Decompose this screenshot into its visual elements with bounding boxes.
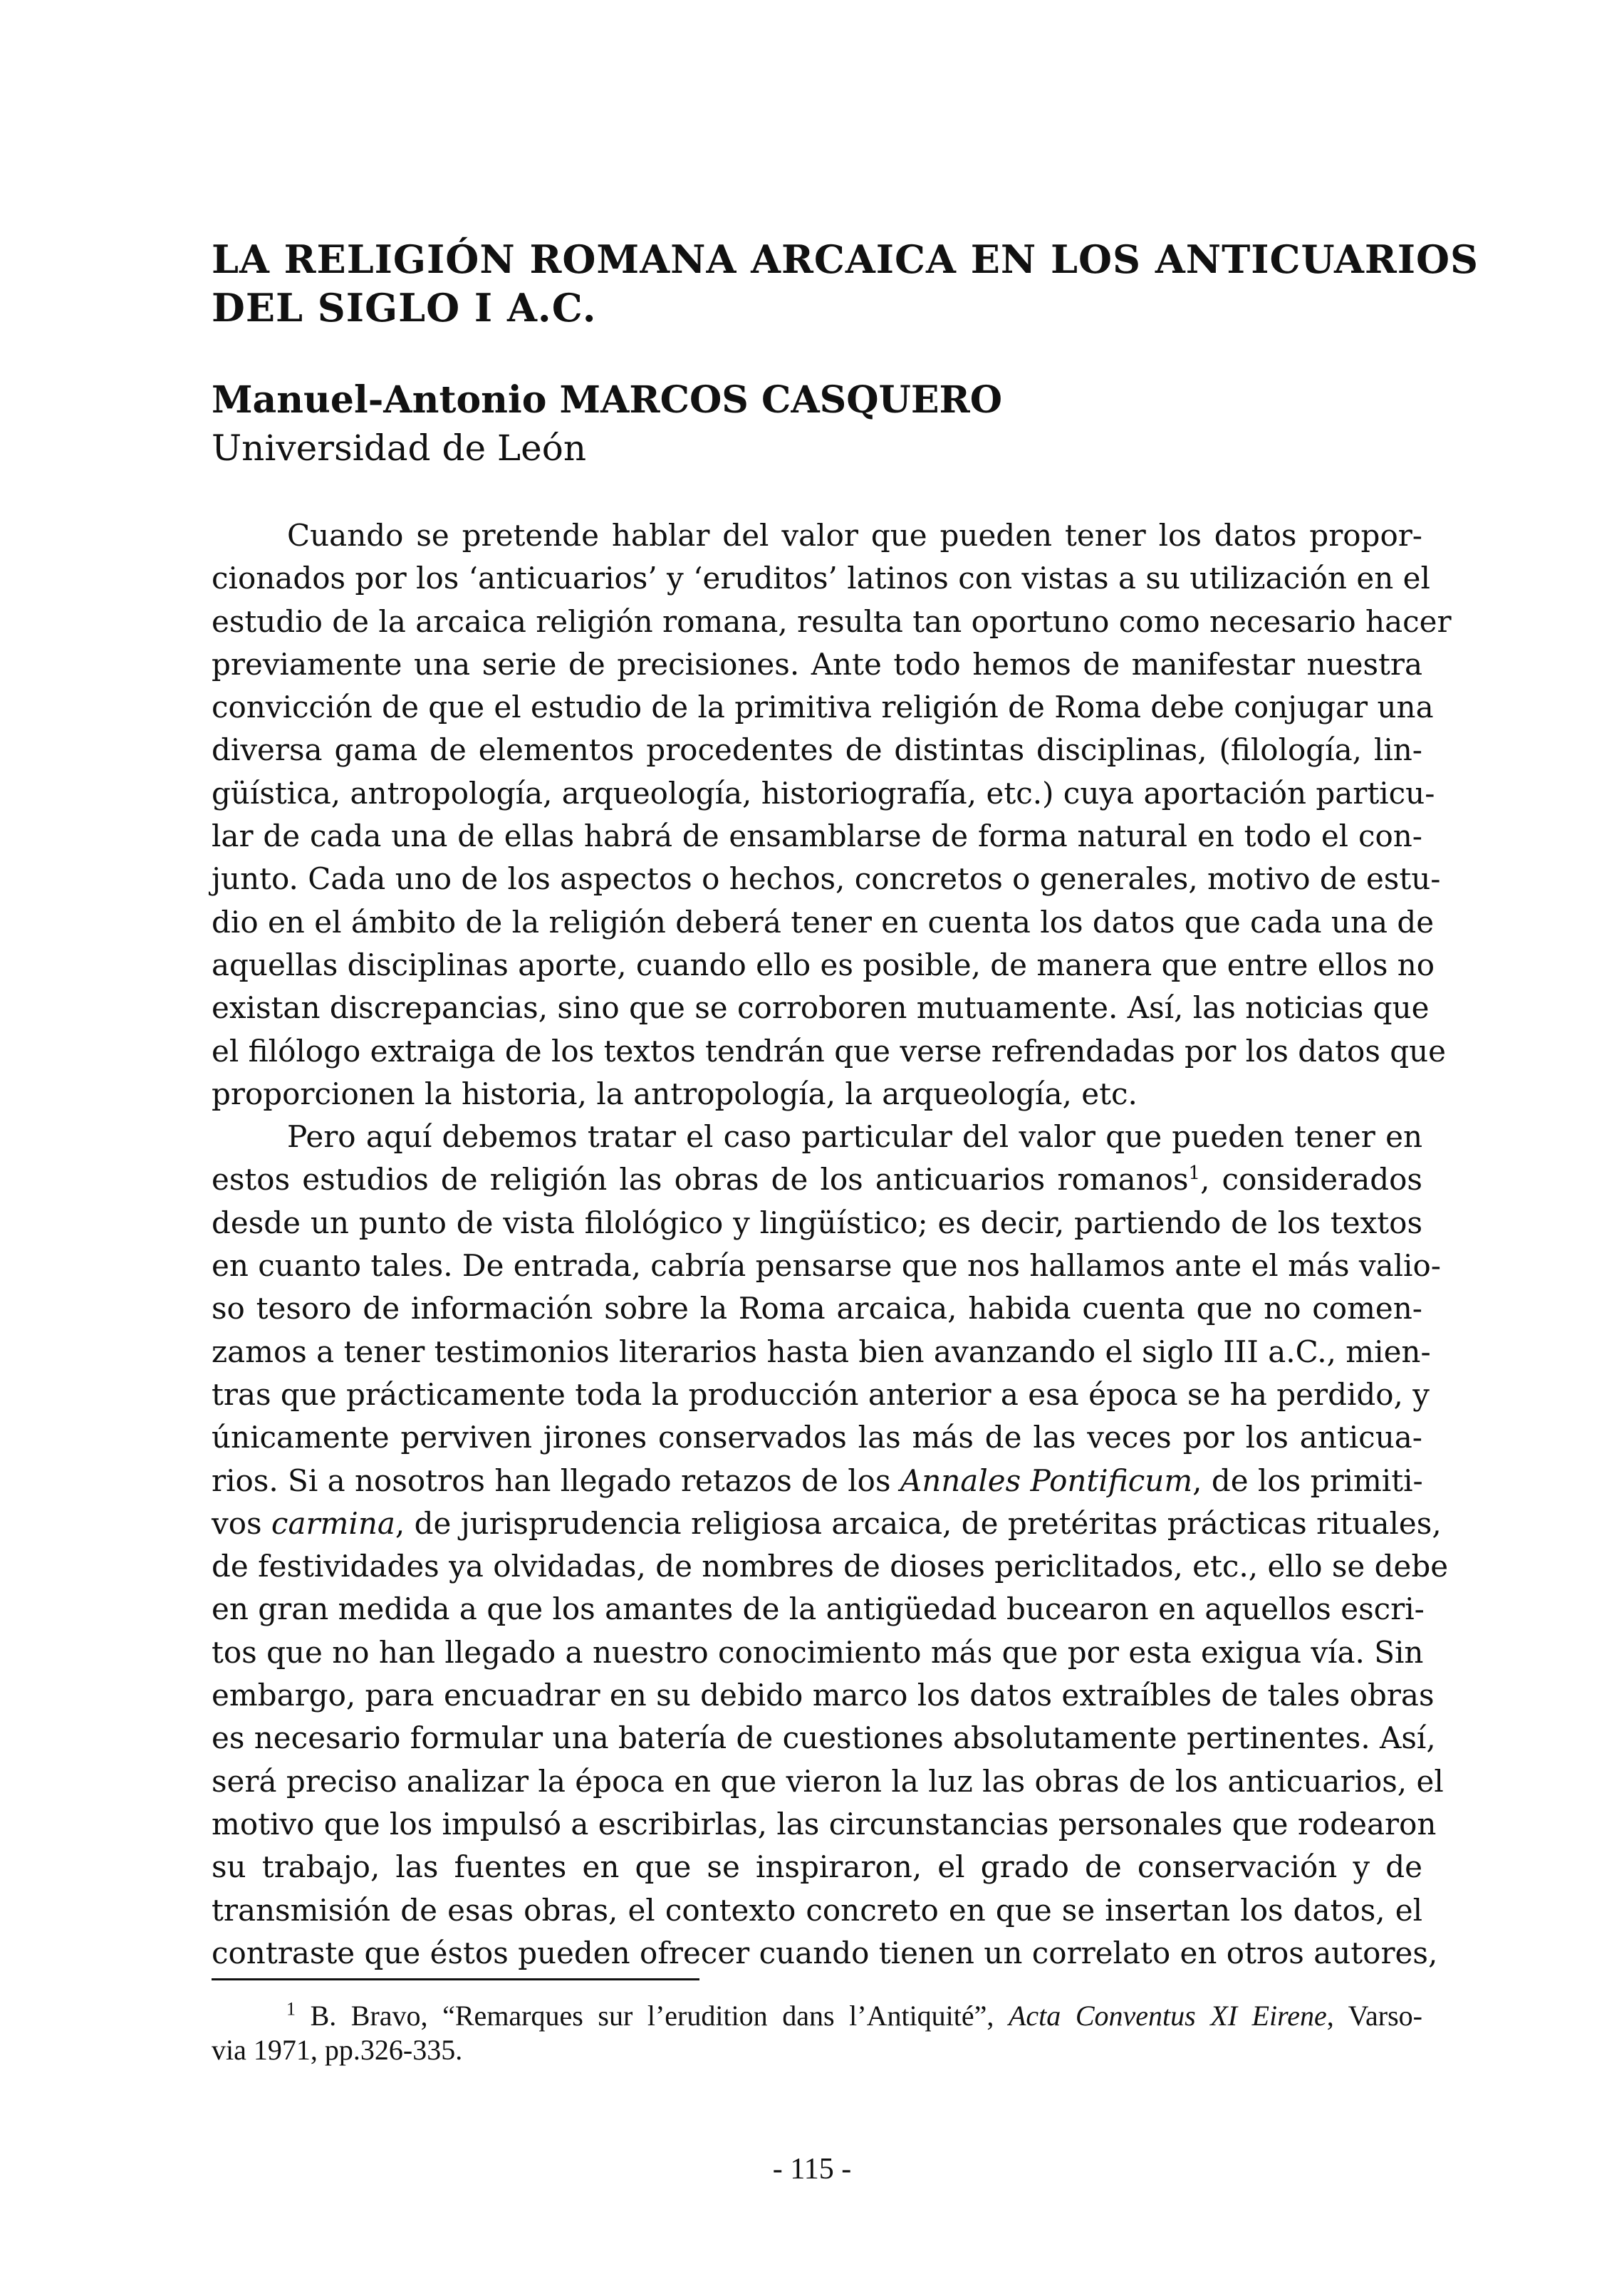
italic-term-carmina: carmina: [271, 1505, 395, 1541]
paragraph-line: contraste que éstos pueden ofrecer cuando tienen un correlato en otros autores,: [212, 1935, 1438, 1970]
paragraph-line: cionados por los ‘anticuarios’ y ‘eruditos’ latinos con vistas a su utilización en el: [212, 561, 1430, 596]
footnote-separator: [212, 1978, 699, 1980]
author-name: Manuel-Antonio MARCOS CASQUERO: [212, 378, 1003, 422]
paragraph-line: proporcionen la historia, la antropología, la arqueología, etc.: [212, 1076, 1138, 1111]
article-body: [212, 514, 1452, 1975]
paragraph-line: únicamente perviven jirones conservados las más de las veces por los anticua-: [212, 1420, 1422, 1455]
paragraph-line: zamos a tener testimonios literarios hasta bien avanzando el siglo III a.C., mien-: [212, 1334, 1431, 1369]
paragraph-line: transmisión de esas obras, el contexto concreto en que se insertan los datos, el: [212, 1892, 1422, 1928]
paragraph-line: lar de cada una de ellas habrá de ensamblarse de forma natural en todo el con-: [212, 819, 1422, 854]
text-run: B. Bravo, “Remarques sur l’erudition dans l’Antiquité”,: [296, 2000, 1009, 2032]
italic-title-annales: Annales Pontificum: [900, 1463, 1193, 1498]
footnote-reference[interactable]: 1: [1188, 1163, 1201, 1185]
paragraph-line: existan discrepancias, sino que se corroboren mutuamente. Así, las noticias que: [212, 990, 1430, 1026]
text-run: , de los primiti-: [1192, 1463, 1423, 1498]
paragraph-line: [212, 1502, 1442, 1545]
paragraph-line: de festividades ya olvidadas, de nombres de dioses periclitados, etc., ello se debe: [212, 1549, 1449, 1584]
paragraph-1: [212, 514, 1452, 1116]
paragraph-line: es necesario formular una batería de cuestiones absolutamente pertinentes. Así,: [212, 1720, 1436, 1756]
paragraph-line: su trabajo, las fuentes en que se inspiraron, el grado de conservación y de: [212, 1849, 1422, 1885]
paragraph-line: [212, 1158, 1422, 1201]
paragraph-line: estudio de la arcaica religión romana, resulta tan oportuno como necesario hacer: [212, 603, 1452, 639]
paragraph-line: tos que no han llegado a nuestro conocimiento más que por esta exigua vía. Sin: [212, 1634, 1424, 1670]
paragraph-line: motivo que los impulsó a escribirlas, las circunstancias personales que rodearon: [212, 1806, 1437, 1842]
paragraph-line: tras que prácticamente toda la producción anterior a esa época se ha perdido, y: [212, 1376, 1430, 1412]
text-run: , considerados: [1200, 1162, 1422, 1198]
paragraph-line: diversa gama de elementos procedentes de distintas disciplinas, (filología, lin-: [212, 732, 1422, 768]
author-affiliation: Universidad de León: [212, 427, 587, 469]
text-run: , Varso-: [1326, 2000, 1422, 2032]
footnote-line: [212, 1999, 1422, 2033]
paragraph-line: [212, 1460, 1422, 1502]
paragraph-line: güística, antropología, arqueología, historiografía, etc.) cuya aportación particu-: [212, 775, 1435, 811]
paragraph-line: convicción de que el estudio de la primitiva religión de Roma debe conjugar una: [212, 690, 1434, 725]
paragraph-line: Pero aquí debemos tratar el caso particular del valor que pueden tener en: [287, 1119, 1422, 1155]
footnote-number: 1: [286, 1998, 296, 2020]
paragraph-line: junto. Cada uno de los aspectos o hechos, concretos o generales, motivo de estu-: [212, 861, 1441, 897]
text-run: , de jurisprudencia religiosa arcaica, de pretéritas prácticas rituales,: [395, 1505, 1442, 1541]
paragraph-line: Cuando se pretende hablar del valor que pueden tener los datos propor-: [287, 518, 1422, 553]
paragraph-line: el filólogo extraiga de los textos tendrán que verse refrendadas por los datos que: [212, 1033, 1447, 1069]
article-title: [212, 235, 1479, 332]
paragraph-line: desde un punto de vista filológico y lingüístico; es decir, partiendo de los textos: [212, 1205, 1422, 1240]
italic-journal-title: Acta Conventus XI Eirene: [1008, 2000, 1327, 2032]
footnote: [212, 1999, 1422, 2067]
text-run: vos: [212, 1505, 271, 1541]
paragraph-line: aquellas disciplinas aporte, cuando ello es posible, de manera que entre ellos no: [212, 947, 1435, 982]
page-number: - 115 -: [772, 2153, 852, 2186]
paragraph-2: [212, 1116, 1449, 1975]
footnote-line: via 1971, pp.326-335.: [212, 2034, 463, 2066]
paragraph-line: será preciso analizar la época en que vieron la luz las obras de los anticuarios, el: [212, 1763, 1444, 1799]
paragraph-line: dio en el ámbito de la religión deberá tener en cuenta los datos que cada una de: [212, 904, 1435, 940]
paragraph-line: en gran medida a que los amantes de la antigüedad bucearon en aquellos escri-: [212, 1591, 1425, 1627]
paragraph-line: so tesoro de información sobre la Roma arcaica, habida cuenta que no comen-: [212, 1291, 1422, 1326]
title-line-2: DEL SIGLO I A.C.: [212, 285, 597, 331]
paragraph-line: embargo, para encuadrar en su debido marco los datos extraíbles de tales obras: [212, 1678, 1435, 1713]
text-run: rios. Si a nosotros han llegado retazos de los: [212, 1463, 900, 1498]
text-run: estos estudios de religión las obras de los anticuarios romanos: [212, 1162, 1189, 1198]
paragraph-line: en cuanto tales. De entrada, cabría pensarse que nos hallamos ante el más valio-: [212, 1248, 1441, 1284]
title-line-1: LA RELIGIÓN ROMANA ARCAICA EN LOS ANTICUARIOS: [212, 237, 1479, 282]
paragraph-line: previamente una serie de precisiones. Ante todo hemos de manifestar nuestra: [212, 646, 1422, 682]
